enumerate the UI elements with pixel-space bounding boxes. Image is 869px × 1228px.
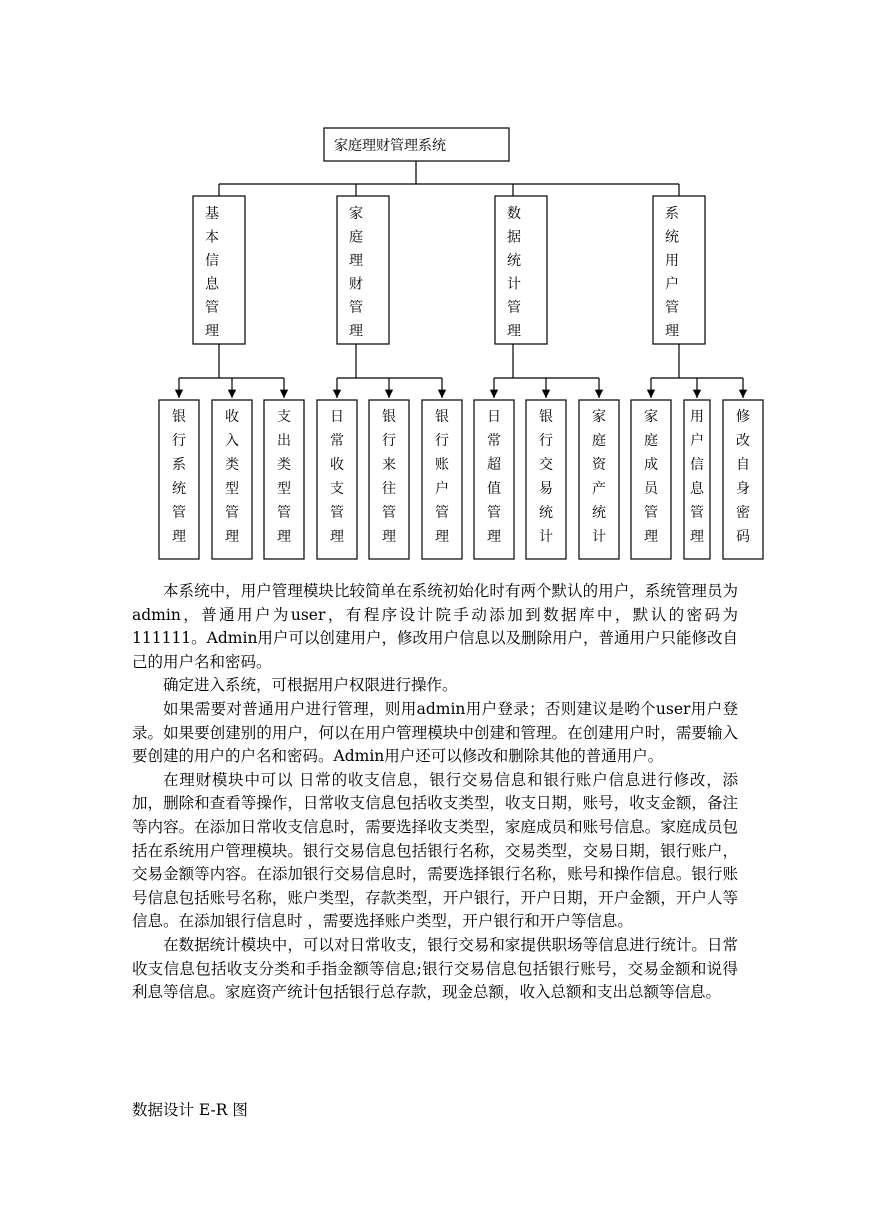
module-4-child-2-label: 用户信息管理 xyxy=(690,409,704,545)
module-1-connectors xyxy=(179,344,284,398)
module-3-child-2-label: 银行交易统计 xyxy=(539,409,553,545)
module-1-child-2-label: 收入类型管理 xyxy=(225,409,239,545)
module-4-child-1-label: 家庭成员管理 xyxy=(644,409,658,545)
section-heading-er-diagram: 数据设计 E-R 图 xyxy=(132,1101,248,1119)
paragraph-enter-system: 确定进入系统，可根据用户权限进行操作。 xyxy=(163,676,458,695)
module-1-child-1-label: 银行系统管理 xyxy=(172,409,186,545)
root-label: 家庭理财管理系统 xyxy=(334,138,446,154)
module-1-child-3-label: 支出类型管理 xyxy=(277,409,291,545)
module-3-label: 数据统计管理 xyxy=(507,206,521,340)
module-2-child-1-label: 日常收支管理 xyxy=(330,409,344,545)
module-structure-diagram xyxy=(0,0,869,580)
module-4-box xyxy=(653,196,705,344)
paragraph-user-management: 本系统中，用户管理模块比较简单在系统初始化时有两个默认的用户，系统管理员为admin，普通用户为user，有程序设计院手动添加到数据库中，默认的密码为111111。Admin用户可以创建用户，修改用户信息以及删除用户，普通用户只能修改自己的用户名和密码。 xyxy=(132,582,738,671)
paragraph-statistics-module: 在数据统计模块中，可以对日常收支，银行交易和家提供职场等信息进行统计。日常收支信息包括收支分类和手指金额等信息;银行交易信息包括银行账号，交易金额和说得利息等信息。家庭资产统计包括银行总存款，现金总额，收入总额和支出总额等信息。 xyxy=(132,935,738,1002)
description-text xyxy=(132,580,738,1005)
paragraph-admin-login: 如果需要对普通用户进行管理，则用admin用户登录；否则建议是哟个user用户登录。如果要创建别的用户，何以在用户管理模块中创建和管理。在创建用户时，需要输入要创建的用户的户名和密码。Admin用户还可以修改和删除其他的普通用户。 xyxy=(132,699,738,766)
module-3-connectors xyxy=(494,344,599,398)
module-2-box xyxy=(337,196,389,344)
module-1-box xyxy=(193,196,245,344)
module-3-child-3-label: 家庭资产统计 xyxy=(592,409,606,545)
module-4-connectors xyxy=(651,344,743,398)
root-connectors xyxy=(219,161,679,196)
module-2-connectors xyxy=(337,344,442,398)
paragraph-finance-module: 在理财模块中可以 日常的收支信息，银行交易信息和银行账户信息进行修改，添加，删除和查看等操作，日常收支信息包括收支类型，收支日期，账号，收支金额，备注等内容。在添加日常收支信息时，需要选择收支类型，家庭成员和账号信息。家庭成员包括在系统用户管理模块。银行交易信息包括银行名称，交易类型，交易日期，银行账户，交易金额等内容。在添加银行交易信息时，需要选择银行名称，账号和操作信息。银行账号信息包括账号名称，账户类型，存款类型，开户银行，开户日期，开户金额，开户人等信息。在添加银行信息时 ，需要选择账户类型，开户银行和开户等信息。 xyxy=(132,770,738,931)
module-4-label: 系统用户管理 xyxy=(665,206,679,340)
module-4-child-3-label: 修改自身密码 xyxy=(736,409,750,545)
module-3-box xyxy=(495,196,547,344)
module-2-child-2-label: 银行来往管理 xyxy=(382,409,396,545)
module-2-child-3-label: 银行账户管理 xyxy=(435,409,449,545)
module-2-label: 家庭理财管理 xyxy=(349,206,363,340)
module-1-label: 基本信息管理 xyxy=(205,206,219,340)
module-3-child-1-label: 日常超值管理 xyxy=(487,409,501,545)
